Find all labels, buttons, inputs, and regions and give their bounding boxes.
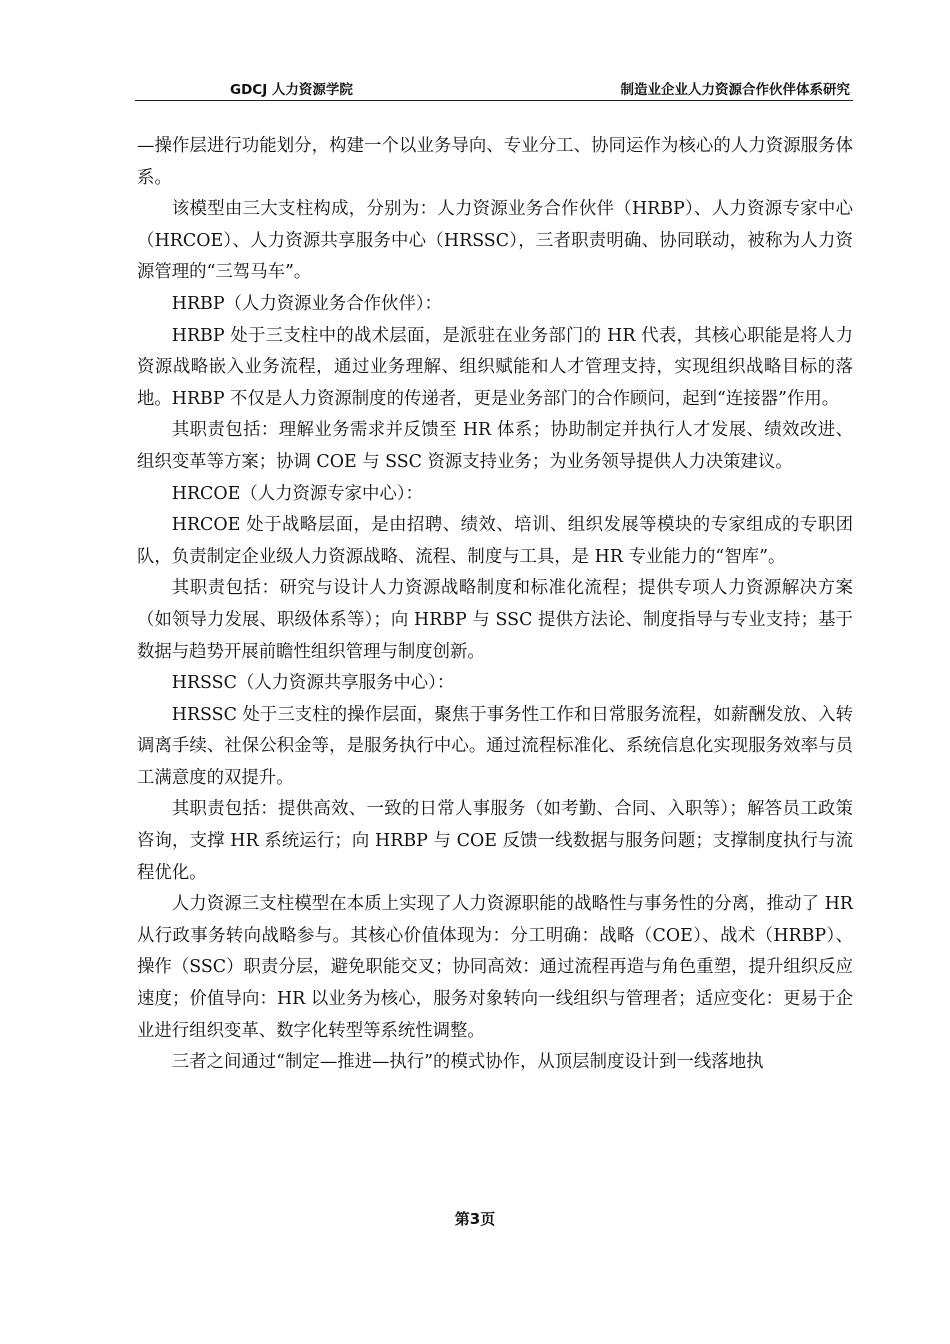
paragraph-continuation: —操作层进行功能划分，构建一个以业务导向、专业分工、协同运作为核心的人力资源服务体系。 bbox=[137, 136, 853, 188]
paragraph-hrssc-duties: 其职责包括：提供高效、一致的日常人事服务（如考勤、合同、入职等）；解答员工政策咨询，支撑 HR 系统运行；向 HRBP 与 COE 反馈一线数据与服务问题；支撑制度执行与流程优化。 bbox=[137, 799, 853, 883]
paragraph-model-overview: 该模型由三大支柱构成，分别为：人力资源业务合作伙伴（HRBP）、人力资源专家中心（HRCOE）、人力资源共享服务中心（HRSSC），三者职责明确、协同联动，被称为人力资源管理的“三驾马车”。 bbox=[137, 199, 853, 283]
paragraph-hrssc-role: HRSSC 处于三支柱的操作层面，聚焦于事务性工作和日常服务流程，如薪酬发放、入转调离手续、社保公积金等，是服务执行中心。通过流程标准化、系统信息化实现服务效率与员工满意度的双提升。 bbox=[137, 704, 853, 788]
paragraph-hrbp-role: HRBP 处于三支柱中的战术层面，是派驻在业务部门的 HR 代表，其核心职能是将人力资源战略嵌入业务流程，通过业务理解、组织赋能和人才管理支持，实现组织战略目标的落地。HRBP 不仅是人力资源制度的传递者，更是业务部门的合作顾问，起到“连接器”作用。 bbox=[137, 325, 853, 409]
paragraph-model-value: 人力资源三支柱模型在本质上实现了人力资源职能的战略性与事务性的分离，推动了 HR 从行政事务转向战略参与。其核心价值体现为：分工明确：战略（COE）、战术（HRBP）、操作（SSC）职责分层，避免职能交叉；协同高效：通过流程再造与角色重塑，提升组织反应速度；价值导向：HR 以业务为核心，服务对象转向一线组织与管理者；适应变化：更易于企业进行组织变革、数字化转型等系统性调整。 bbox=[137, 894, 853, 1041]
paragraph-hrcoe-duties: 其职责包括：研究与设计人力资源战略制度和标准化流程；提供专项人力资源解决方案（如领导力发展、职级体系等）；向 HRBP 与 SSC 提供方法论、制度指导与专业支持；基于数据与趋势开展前瞻性组织管理与制度创新。 bbox=[137, 578, 853, 662]
page-number: 第3页 bbox=[454, 1210, 496, 1228]
heading-hrssc: HRSSC（人力资源共享服务中心）： bbox=[171, 673, 455, 694]
body-text bbox=[137, 131, 853, 1079]
heading-hrbp: HRBP（人力资源业务合作伙伴）： bbox=[171, 293, 442, 314]
paragraph-collaboration: 三者之间通过“制定—推进—执行”的模式协作，从顶层制度设计到一线落地执 bbox=[171, 1052, 764, 1073]
header-school-name: GDCJ 人力资源学院 bbox=[230, 82, 353, 98]
page-header bbox=[135, 78, 853, 101]
header-paper-title: 制造业企业人力资源合作伙伴体系研究 bbox=[620, 82, 850, 98]
heading-hrcoe: HRCOE（人力资源专家中心）： bbox=[171, 483, 423, 504]
paragraph-hrcoe-role: HRCOE 处于战略层面，是由招聘、绩效、培训、组织发展等模块的专家组成的专职团队，负责制定企业级人力资源战略、流程、制度与工具，是 HR 专业能力的“智库”。 bbox=[137, 515, 853, 567]
paragraph-hrbp-duties: 其职责包括：理解业务需求并反馈至 HR 体系；协助制定并执行人才发展、绩效改进、组织变革等方案；协调 COE 与 SSC 资源支持业务；为业务领导提供人力决策建议。 bbox=[137, 420, 853, 472]
